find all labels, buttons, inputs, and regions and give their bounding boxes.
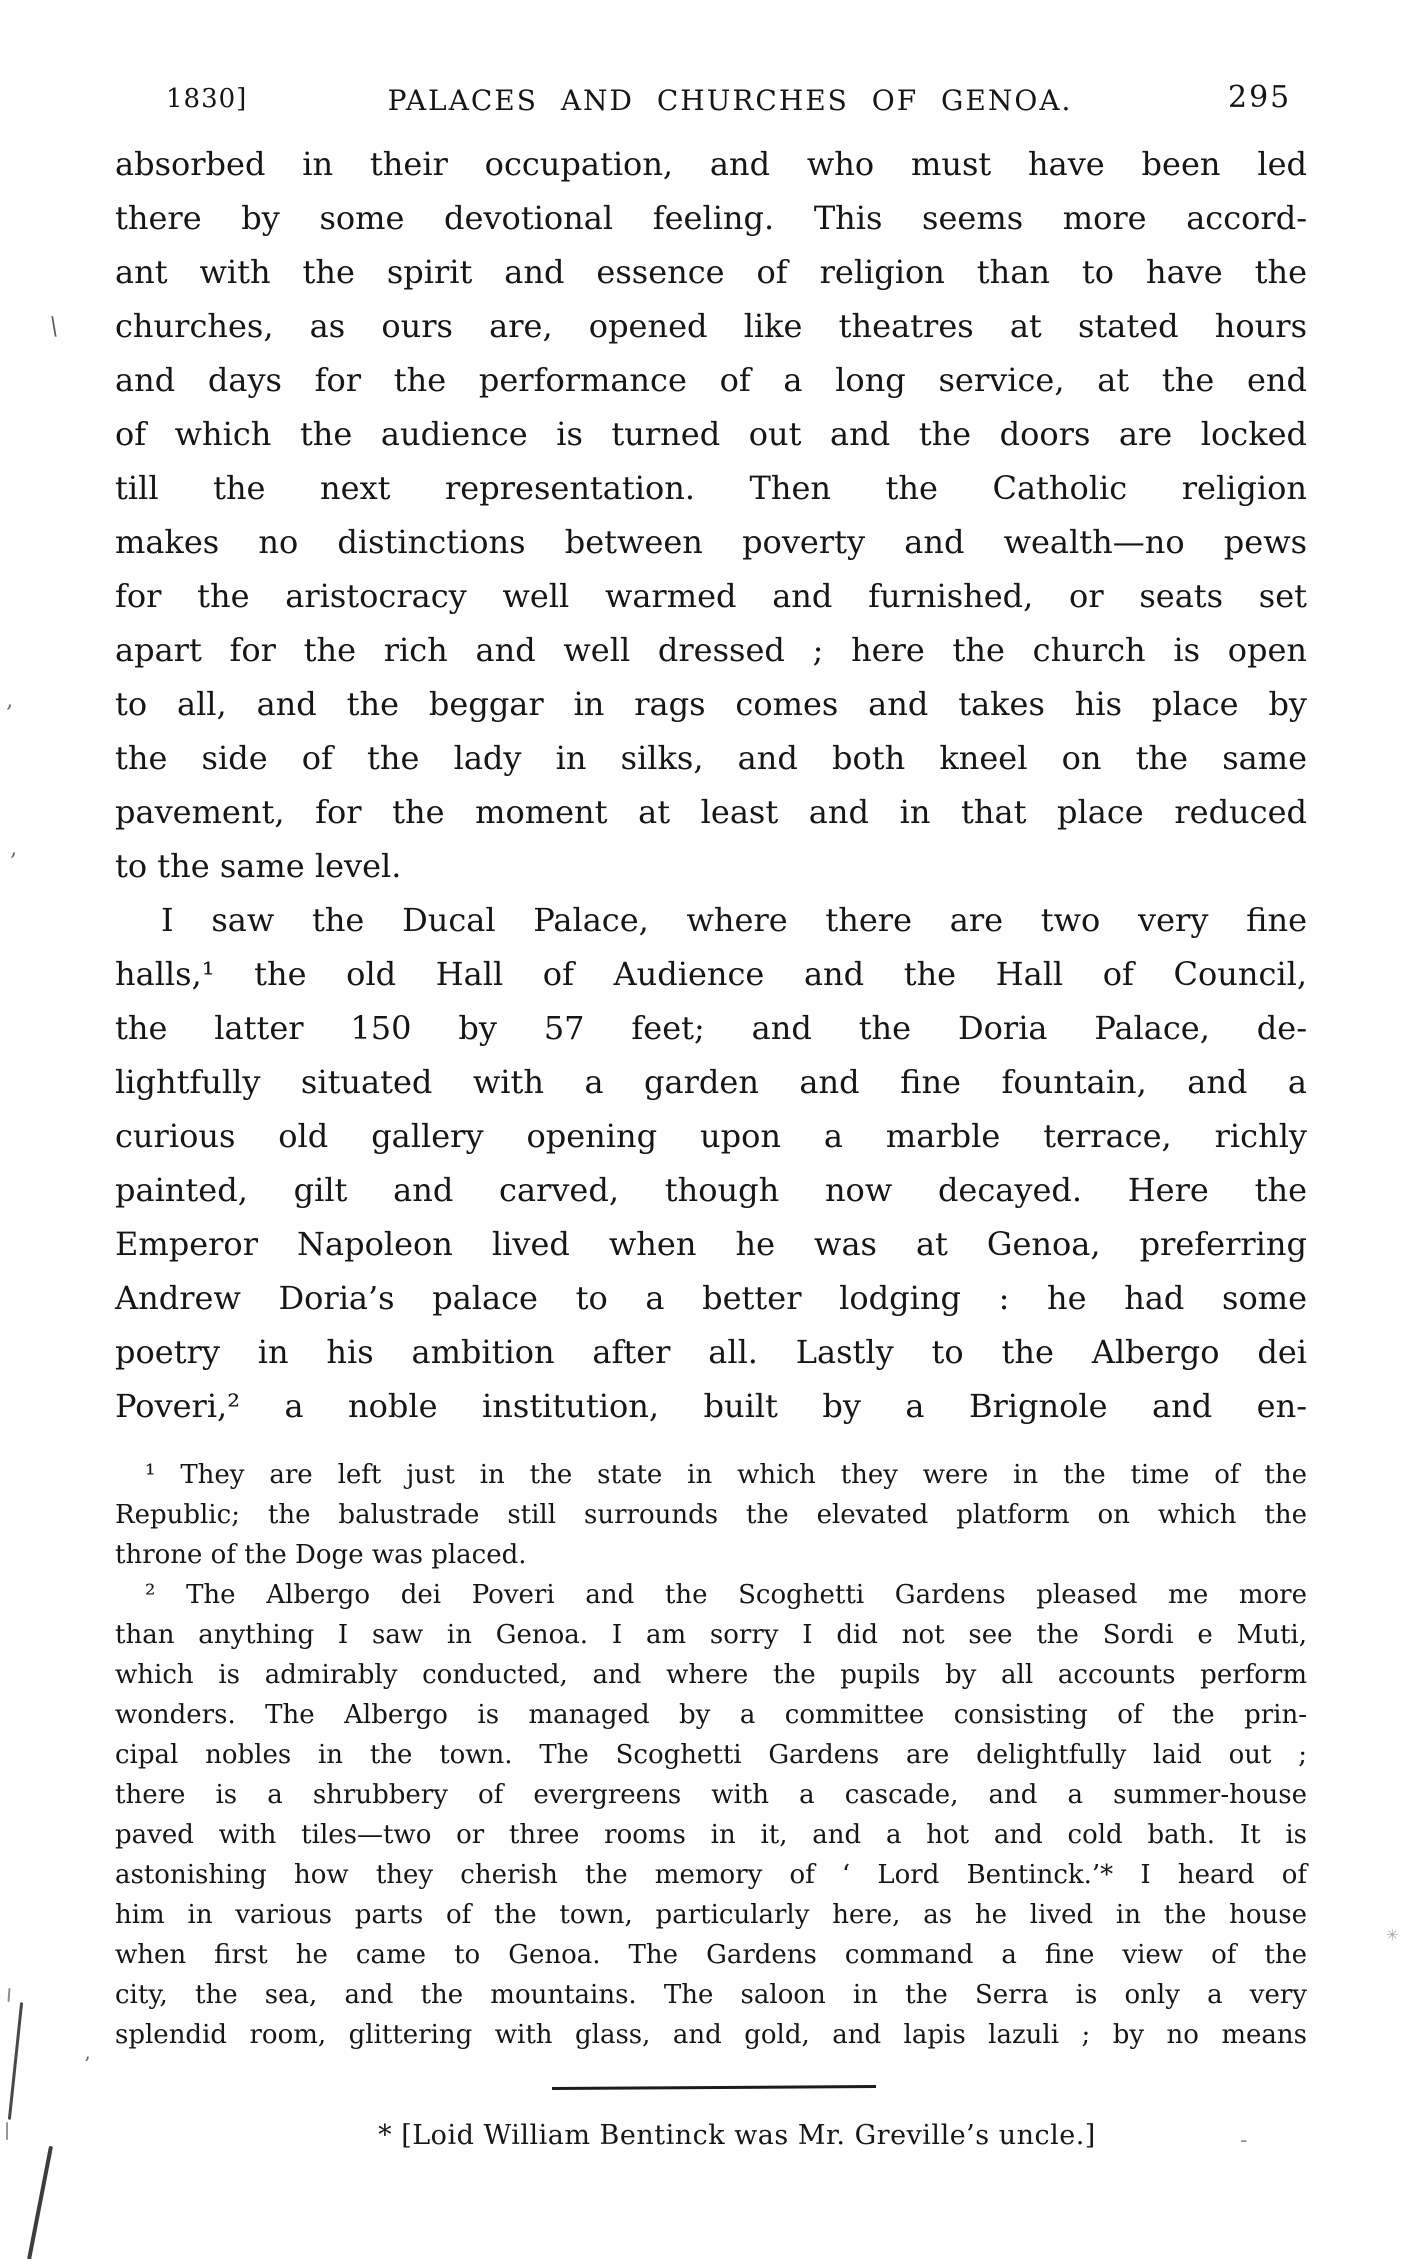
text-line: lightfully situated with a garden and fine fountain, and a [115,1063,1307,1101]
page-title: PALACES AND CHURCHES OF GENOA. [387,84,1073,117]
text-line: till the next representation. Then the Catholic religion [115,469,1307,507]
text-line: pavement, for the moment at least and in that place reduced [115,793,1307,831]
margin-mark-icon: ’ [84,2052,91,2076]
text-line: wonders. The Albergo is managed by a committee consisting of the prin- [115,1700,1307,1730]
margin-mark-icon: ‚ [6,688,13,713]
text-line: to all, and the beggar in rags comes and takes his place by [115,685,1307,723]
text-line: there by some devotional feeling. This seems more accord- [115,199,1307,237]
margin-mark-icon: ‚ [10,836,17,861]
text-line: which is admirably conducted, and where the pupils by all accounts perform [115,1660,1307,1690]
text-line: and days for the performance of a long service, at the end [115,361,1307,399]
text-line: ant with the spirit and essence of religion than to have the [115,253,1307,291]
editor-note-text: * [Loid William Bentinck was Mr. Greville’s uncle.] [378,2120,1096,2151]
text-line: makes no distinctions between poverty and wealth—no pews [115,523,1307,561]
paragraph-1 [115,137,1307,893]
text-line: to the same level. [115,847,402,885]
text-line: Andrew Doria’s palace to a better lodging : he had some [115,1279,1307,1317]
text-line: churches, as ours are, opened like theatres at stated hours [115,307,1307,345]
text-line: the side of the lady in silks, and both kneel on the same [115,739,1307,777]
page-number: 295 [1228,80,1292,115]
text-line: there is a shrubbery of evergreens with a cascade, and a summer-house [115,1780,1307,1810]
ink-streak [8,1988,11,2002]
text-line: apart for the rich and well dressed ; here the church is open [115,631,1307,669]
text-line: paved with tiles—two or three rooms in it, and a hot and cold bath. It is [115,1820,1307,1850]
text-line: I saw the Ducal Palace, where there are two very fine [161,901,1307,939]
text-line: him in various parts of the town, particularly here, as he lived in the house [115,1900,1307,1930]
footnote-divider-rule [552,2085,876,2089]
text-line: absorbed in their occupation, and who must have been led [115,145,1307,183]
text-line: poetry in his ambition after all. Lastly to the Albergo dei [115,1333,1307,1371]
text-line: throne of the Doge was placed. [115,1540,527,1570]
editor-note [115,2120,1307,2151]
body-text [115,137,1307,1433]
text-line: painted, gilt and carved, though now decayed. Here the [115,1171,1307,1209]
text-line: of which the audience is turned out and the doors are locked [115,415,1307,453]
margin-mark-icon: - [1240,2128,1248,2153]
ink-streak [27,2146,53,2259]
text-line: Poveri,² a noble institution, built by a Brignole and en- [115,1387,1307,1425]
text-line: Emperor Napoleon lived when he was at Genoa, preferring [115,1225,1307,1263]
footnote-2 [115,1575,1307,2055]
margin-mark-icon: \ [48,311,61,341]
text-line: splendid room, glittering with glass, and gold, and lapis lazuli ; by no means [115,2020,1307,2050]
footnotes-section [115,1455,1307,2055]
text-line: for the aristocracy well warmed and furnished, or seats set [115,577,1307,615]
footnote-1 [115,1455,1307,1575]
text-line: the latter 150 by 57 feet; and the Doria Palace, de- [115,1009,1307,1047]
paragraph-2 [115,893,1307,1433]
text-line: ¹ They are left just in the state in which they were in the time of the [145,1460,1307,1490]
text-line: cipal nobles in the town. The Scoghetti Gardens are delightfully laid out ; [115,1740,1307,1770]
text-line: city, the sea, and the mountains. The saloon in the Serra is only a very [115,1980,1307,2010]
text-line: curious old gallery opening upon a marble terrace, richly [115,1117,1307,1155]
ink-streak [6,2122,8,2140]
text-line: than anything I saw in Genoa. I am sorry I did not see the Sordi e Muti, [115,1620,1307,1650]
text-line: astonishing how they cherish the memory of ‘ Lord Bentinck.’* I heard of [115,1860,1307,1890]
text-line: ² The Albergo dei Poveri and the Scoghetti Gardens pleased me more [145,1580,1307,1610]
margin-mark-icon: ✳ [1386,1926,1399,1944]
year-label: 1830] [166,84,248,114]
text-line: halls,¹ the old Hall of Audience and the Hall of Council, [115,955,1307,993]
text-line: when first he came to Genoa. The Gardens command a fine view of the [115,1940,1307,1970]
ink-streak [8,2002,23,2120]
text-line: Republic; the balustrade still surrounds the elevated platform on which the [115,1500,1307,1530]
